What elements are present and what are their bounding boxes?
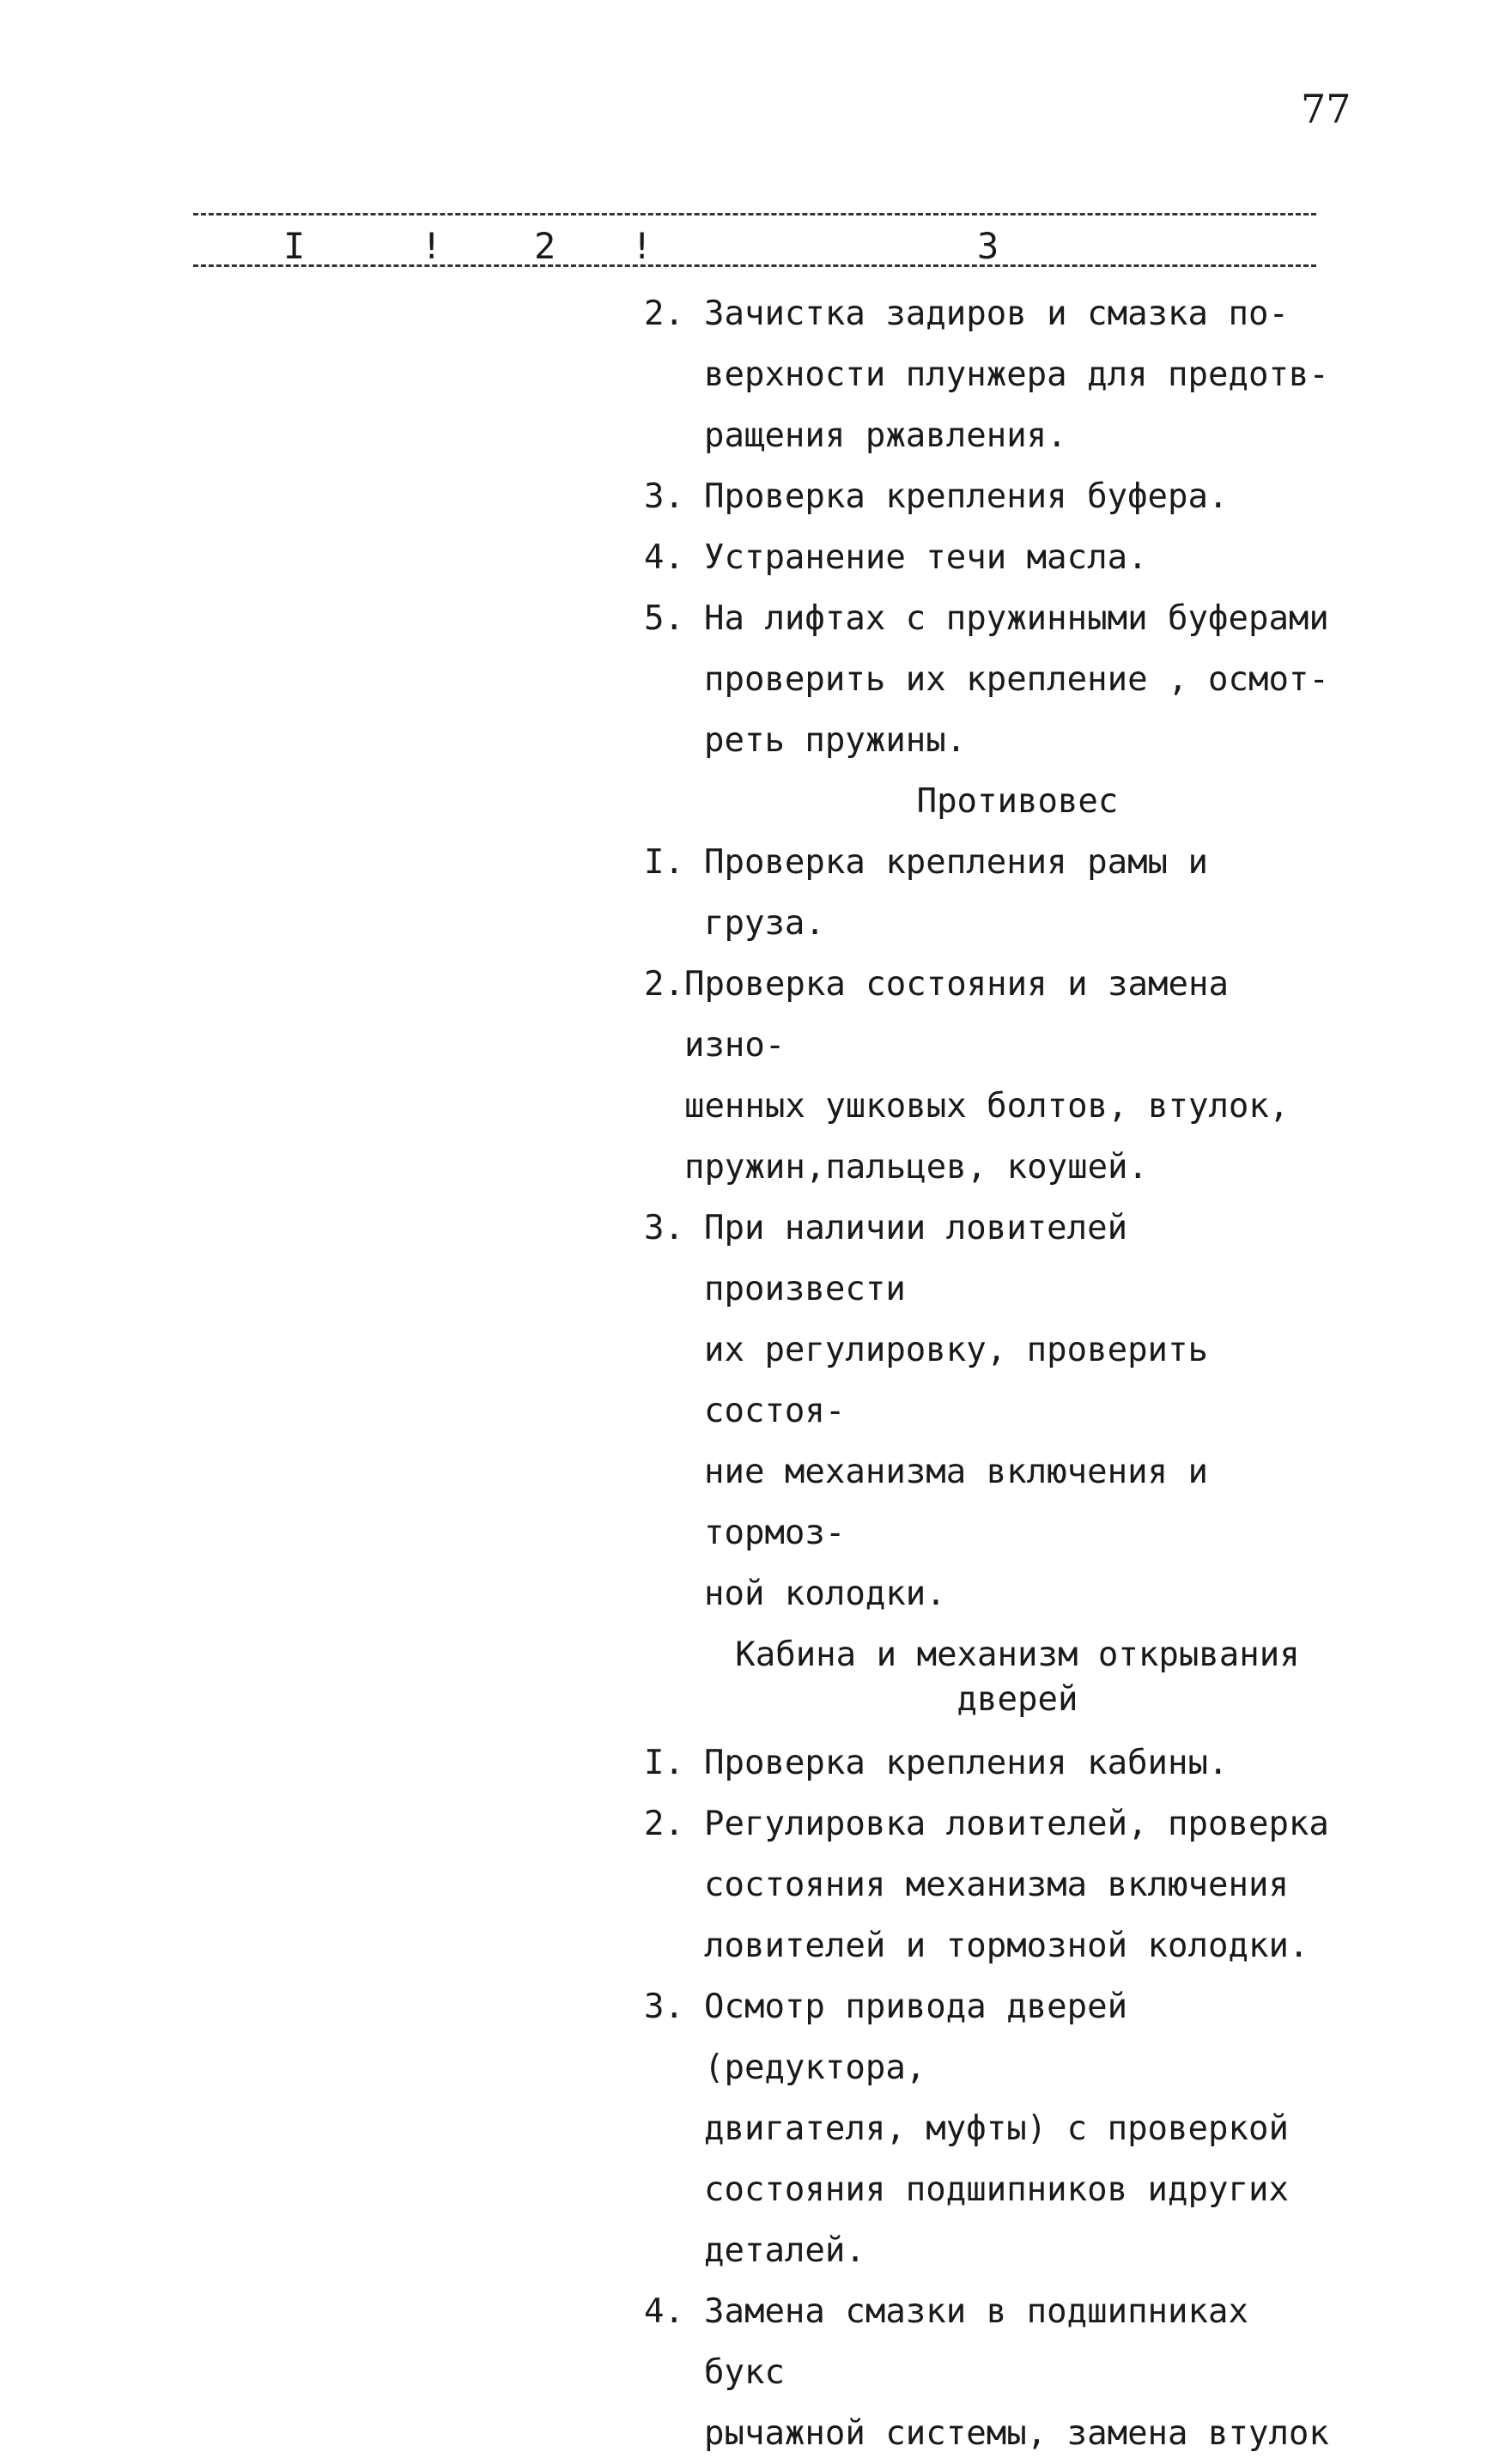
list-item [644, 2281, 1331, 2464]
list-item-text [704, 527, 1331, 588]
list-item [644, 1793, 1331, 1976]
list-item-number: 3. [644, 477, 684, 516]
list-item-text [704, 466, 1331, 527]
list-item-number: 3. [644, 1209, 684, 1247]
list-item-line: деталей. [704, 2231, 865, 2270]
list-item-line: Проверка состояния и замена изно- [683, 965, 1229, 1065]
list-item-line: рычажной системы, замена втулок [704, 2414, 1329, 2453]
list-item-text [704, 1793, 1331, 1976]
list-item-text [704, 283, 1331, 466]
section-heading-line: дверей [956, 1680, 1078, 1719]
list-item-line: На лифтах с пружинными буферами [704, 599, 1329, 638]
page-number: 77 [1301, 86, 1351, 132]
list-item [644, 466, 1331, 527]
list-item-line: двигателя, муфты) с проверкой [704, 2109, 1289, 2148]
list-item-number: 4. [644, 2292, 684, 2331]
list-item-line: Замена смазки в подшипниках букс [704, 2292, 1248, 2392]
list-item-line: ращения ржавления. [704, 416, 1067, 455]
section-heading-line: Противовес [916, 782, 1119, 821]
list-item-line: Проверка крепления буфера. [704, 477, 1229, 516]
list-item [644, 283, 1331, 466]
section-heading [644, 771, 1331, 832]
list-item-line: Устранение течи масла. [704, 538, 1148, 577]
list-item-text [704, 1198, 1331, 1624]
list-item-line: ние механизма включения и тормоз- [704, 1453, 1208, 1552]
list-item-line: реть пружины. [704, 721, 967, 760]
list-item-text [704, 588, 1331, 771]
section-heading [644, 1624, 1331, 1733]
list-item-line: Регулировка ловителей, проверка [704, 1805, 1329, 1843]
list-item-number: 2. [644, 1805, 684, 1843]
list-item [644, 832, 1331, 954]
list-item-line: состояния подшипников идругих [704, 2170, 1289, 2209]
list-item-line: состояния механизма включения [704, 1866, 1289, 1904]
list-item-text [684, 954, 1331, 1198]
list-item-number: 5. [644, 599, 684, 638]
list-item [644, 527, 1331, 588]
list-item [644, 588, 1331, 771]
list-item-text [704, 1733, 1331, 1793]
list-item-line: Проверка крепления кабины. [704, 1744, 1229, 1782]
list-item-number: I. [644, 1744, 684, 1782]
list-item-number: 2. [644, 965, 684, 1004]
list-item-number: 4. [644, 538, 684, 577]
column-separator-1: ! [421, 225, 443, 267]
list-item-line: шенных ушковых болтов, втулок, [683, 1087, 1290, 1126]
list-item [644, 954, 1331, 1198]
column-header-3: 3 [977, 225, 999, 267]
section-heading-line: Кабина и механизм открывания [735, 1636, 1300, 1674]
list-item-number: 3. [644, 1988, 684, 2026]
list-item [644, 1733, 1331, 1793]
list-item-number: 2. [644, 294, 684, 333]
list-item-line: Осмотр привода дверей (редуктора, [704, 1988, 1128, 2087]
list-item-line: Зачистка задиров и смазка по- [704, 294, 1289, 333]
list-item-line: проверить их крепление , осмот- [704, 660, 1329, 699]
list-item-line: их регулировку, проверить состоя- [704, 1331, 1208, 1430]
column-header-1: I [283, 225, 306, 267]
list-item-line: пружин,пальцев, коушей. [683, 1148, 1149, 1186]
list-item-line: ловителей и тормозной колодки. [704, 1927, 1309, 1965]
table-rule-bottom [193, 264, 1316, 267]
table-rule-top [193, 213, 1316, 215]
list-item-line: ной колодки. [704, 1575, 946, 1613]
list-item-line: При наличии ловителей произвести [704, 1209, 1128, 1308]
column-separator-2: ! [631, 225, 653, 267]
list-item-line: верхности плунжера для предотв- [704, 355, 1329, 394]
column-header-2: 2 [534, 225, 556, 267]
list-item-text [704, 832, 1331, 954]
list-item-line: Проверка крепления рамы и груза. [704, 843, 1208, 943]
column-3-content [644, 283, 1331, 2464]
list-item [644, 1198, 1331, 1624]
list-item-number: I. [644, 843, 684, 882]
list-item-text [704, 2281, 1331, 2464]
